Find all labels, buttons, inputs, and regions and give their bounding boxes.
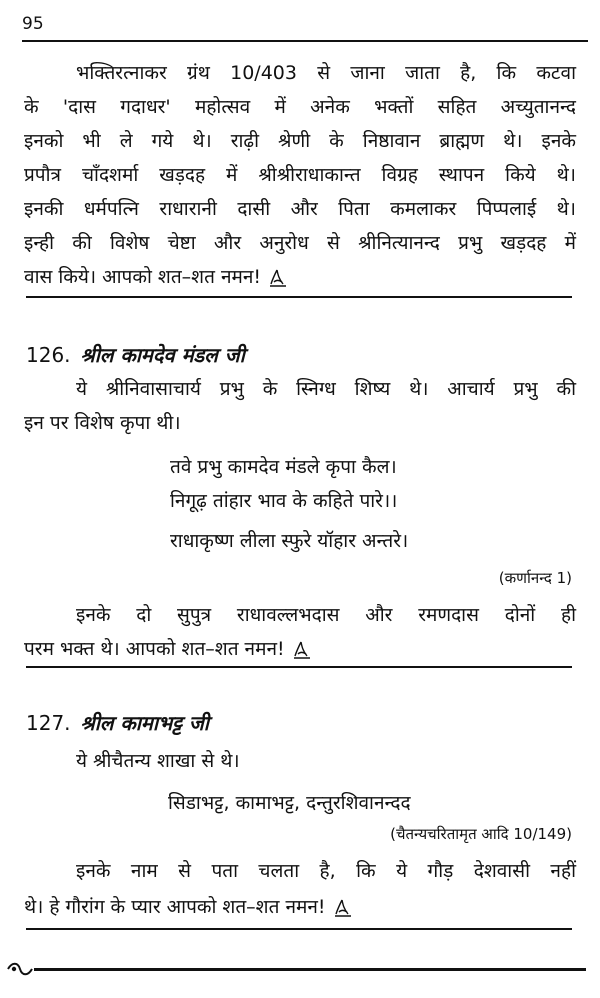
text-line: थे। हे गौरांग के प्यार आपको शत–शत नमन! [24, 896, 326, 918]
text-line: इन्ही की विशेष चेष्टा और अनुरोध से श्रीनित्यानन्द प्रभु खड़दह में [24, 232, 576, 254]
verse-line: राधाकृष्ण लीला स्फुरे यॉहार अन्तरे। [170, 530, 409, 552]
section-divider [26, 296, 572, 298]
text-line: इन पर विशेष कृपा थी। [24, 412, 181, 434]
text-line: इनकी धर्मपत्नि राधारानी दासी और पिता कमलाकर पिप्पलाई थे। [24, 198, 576, 220]
verse-line: निगूढ़ तांहार भाव के कहिते पारे।। [170, 490, 398, 512]
section-number: 127. [26, 711, 71, 735]
text-line: भक्तिरत्नाकर ग्रंथ 10/403 से जाना जाता है, कि कटवा [76, 62, 576, 84]
text-line: परम भक्त थे। आपको शत–शत नमन! [24, 638, 285, 660]
section-heading-126 [26, 340, 245, 370]
section-number: 126. [26, 343, 71, 367]
text-line: ये श्रीचैतन्य शाखा से थे। [76, 750, 240, 772]
text-line: के 'दास गदाधर' महोत्सव में अनेक भक्तों सहित अच्युतानन्द [24, 96, 576, 118]
folded-hands-icon [267, 266, 289, 288]
verse-reference: (कर्णानन्द 1) [498, 569, 572, 587]
text-line: इनको भी ले गये थे। राढ़ी श्रेणी के निष्ठावान ब्राह्मण थे। इनके [24, 130, 576, 152]
top-rule [22, 40, 588, 42]
text-line: ये श्रीनिवासाचार्य प्रभु के स्निग्ध शिष्य थे। आचार्य प्रभु की [76, 378, 576, 400]
verse-reference: (चैतन्यचरितामृत आदि 10/149) [390, 825, 572, 843]
section-title: श्रील कामदेव मंडल जी [80, 343, 245, 367]
folded-hands-icon [291, 638, 313, 660]
bottom-rule [34, 968, 586, 971]
section-heading-127 [26, 708, 209, 738]
section-title: श्रील कामाभट्ट जी [80, 711, 209, 735]
page-number: 95 [22, 14, 44, 34]
section-divider [26, 928, 572, 930]
text-line: वास किये। आपको शत–शत नमन! [24, 266, 262, 288]
flourish-icon [6, 960, 36, 978]
folded-hands-icon [332, 896, 354, 918]
verse-line: तवे प्रभु कामदेव मंडले कृपा कैल। [170, 456, 397, 478]
section-divider [26, 666, 572, 668]
text-line: प्रपौत्र चाँदशर्मा खड़दह में श्रीश्रीराधाकान्त विग्रह स्थापन किये थे। [24, 164, 576, 186]
text-line: इनके दो सुपुत्र राधावल्लभदास और रमणदास दोनों ही [76, 604, 576, 626]
text-line: इनके नाम से पता चलता है, कि ये गौड़ देशवासी नहीं [76, 860, 576, 882]
verse-line: सिडाभट्ट, कामाभट्ट, दन्तुरशिवानन्दद [168, 792, 411, 814]
